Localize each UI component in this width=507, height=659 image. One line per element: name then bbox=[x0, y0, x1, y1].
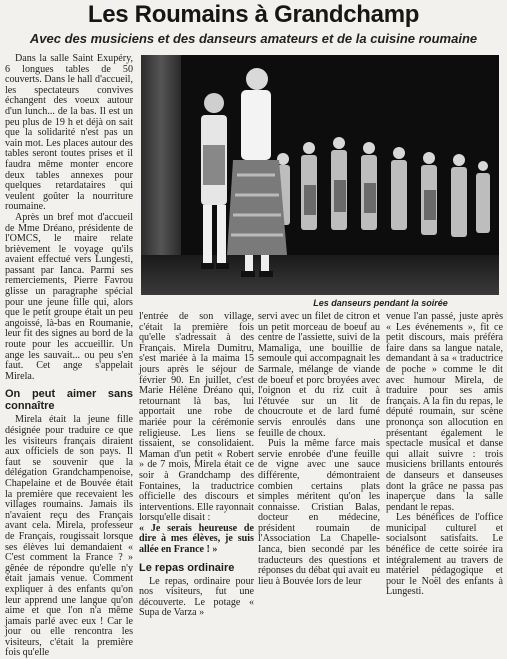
article-column-4 bbox=[386, 312, 503, 598]
quote-text: « Je serais heureuse de dire à mes élèves, je suis allée en France ! » bbox=[139, 522, 254, 556]
dancers-photo-graphic bbox=[141, 55, 499, 295]
headline: Les Roumains à Grandchamp bbox=[87, 1, 420, 28]
paragraph: Puis la même farce mais servie enrobée d'une feuille de vigne avec une sauce différente, démontraient combien certains plats simples méritent qu'on les connaisse. Cristian Balas, docteur en médecine, président roumain de l'Association La Chapelle-Ianca, bien secondé par les traducteurs des questions et réponses du débat qui avait eu lieu à Bouvée lors de leur bbox=[258, 438, 380, 587]
section-heading: Le repas ordinaire bbox=[139, 561, 235, 574]
paragraph: venue l'an passé, juste après « Les événements », fit ce petit discours, mais préféra faire dans sa langue natale, demandant à sa « traductrice de poche » comme le dit avec humour Mirela, de traduire pour ses amis français. A la fin du repas, le député roumain, sur scène prononça son allocution en présentant également le spectacle musical et danse qui allait suivre : trois musiciens brillants entourés de danseurs et danseuses dont la grâce ne passa pas inaperçue dans la salle pendant le repas. bbox=[386, 311, 503, 513]
article-column-1 bbox=[5, 54, 133, 659]
paragraph: Après un bref mot d'accueil de Mme Dréano, présidente de l'OMCS, le maire relate brièvement le voyage qu'ils avaient effectué vers Lungesti, passant par Ianca. Parmi ses remerciements, Pierre Favrou glisse un paragraphe spécial pour une jeune fille qui, alors que le petit groupe était un peu angoissé, là-bas en Roumanie, leur fit des signes au bord de la route pour les accueillir. Un ange les sauvait... ou peu s'en faut. Cet ange s'appelait Mirela. bbox=[5, 211, 133, 382]
pull-quote bbox=[139, 524, 254, 556]
paragraph: Le repas, ordinaire pour nos visiteurs, fut une découverte. Le potage « Supa de Varza » bbox=[139, 575, 254, 619]
paragraph: servi avec un filet de citron et un petit morceau de boeuf au centre de l'assiette, suivi de la Mamaliga, une bouillie de semoule qui accompagnait les Sarmale, mélange de viande de boeuf et porc broyées avec l'oignon et du riz cuit à l'étuvée sur un lit de choucroute et de lard fumé servis enroulés dans une feuille de choux. bbox=[258, 311, 380, 439]
dancers-photo bbox=[141, 55, 499, 295]
paragraph: l'entrée de son village, c'était la première fois qu'elle s'adressait à des Français. Mirela Dumitru, s'est mariée à la maima 15 jours après le séjour de février 90. En juillet, c'est Marie Hélène Dréano qui, retournant là bas, lui apportait une robe de mariée pour la cérémonie religieuse. Les liens se tissaient, se consolidaient. Maman d'un petit « Robert » de 7 mois, Mirela était ce soir à Grandchamp des Fontaines, la traductrice officielle des discours et interventions. Elle rayonnait lorsqu'elle disait : bbox=[139, 311, 254, 524]
subheadline: Avec des musiciens et des danseurs amateurs et de la cuisine roumaine bbox=[29, 31, 478, 46]
article-column-3 bbox=[258, 312, 380, 587]
paragraph: Les bénéfices de l'office municipal culturel et socialsont satisfaits. Le bénéfice de cette soirée ira intégralement au travers de matériel pédagogique et pour le Noël des enfants à Lungesti. bbox=[386, 512, 503, 598]
paragraph: Mirela était la jeune fille désignée pour traduire ce que les visiteurs français diraient aux officiels de son pays. Il faut se souvenir que la délégation Grandchampenoise, Chapelaine et de Bouvée était la première que recevaient les villages roumains. Jamais ils n'avaient reçu des Français avant cela. Mirela, professeur de Français, rougissait lorsque ses élèves lui demandaient « C'est comment la France ? » gênée de répondre qu'elle n'y était jamais venue. Comment expliquer à des enfants qu'on leur apprend une langue qu'on aime et que l'on n'a même jamais parlé avec eux ! Car le jour ou elle rencontra les visiteurs, c'était la première fois qu'elle bbox=[5, 414, 133, 659]
section-heading: On peut aimer sans connaître bbox=[5, 388, 133, 413]
article-column-2 bbox=[139, 312, 254, 619]
paragraph: Dans la salle Saint Exupéry, 6 longues tables de 50 couverts. Dans le hall d'accueil, les spectateurs convives échangent des voeux autour d'un lunch... de la bas. Il est un peu plus de 19 h et déjà on sait que la solidarité n'est pas un vain mot. Les places autour des tables seront toutes prises et il faudra même monter encore deux tables annexes pour quelques retardataires qui veulent goûter la nourriture roumaine. bbox=[5, 53, 133, 213]
photo-caption: Les danseurs pendant la soirée bbox=[313, 298, 448, 308]
